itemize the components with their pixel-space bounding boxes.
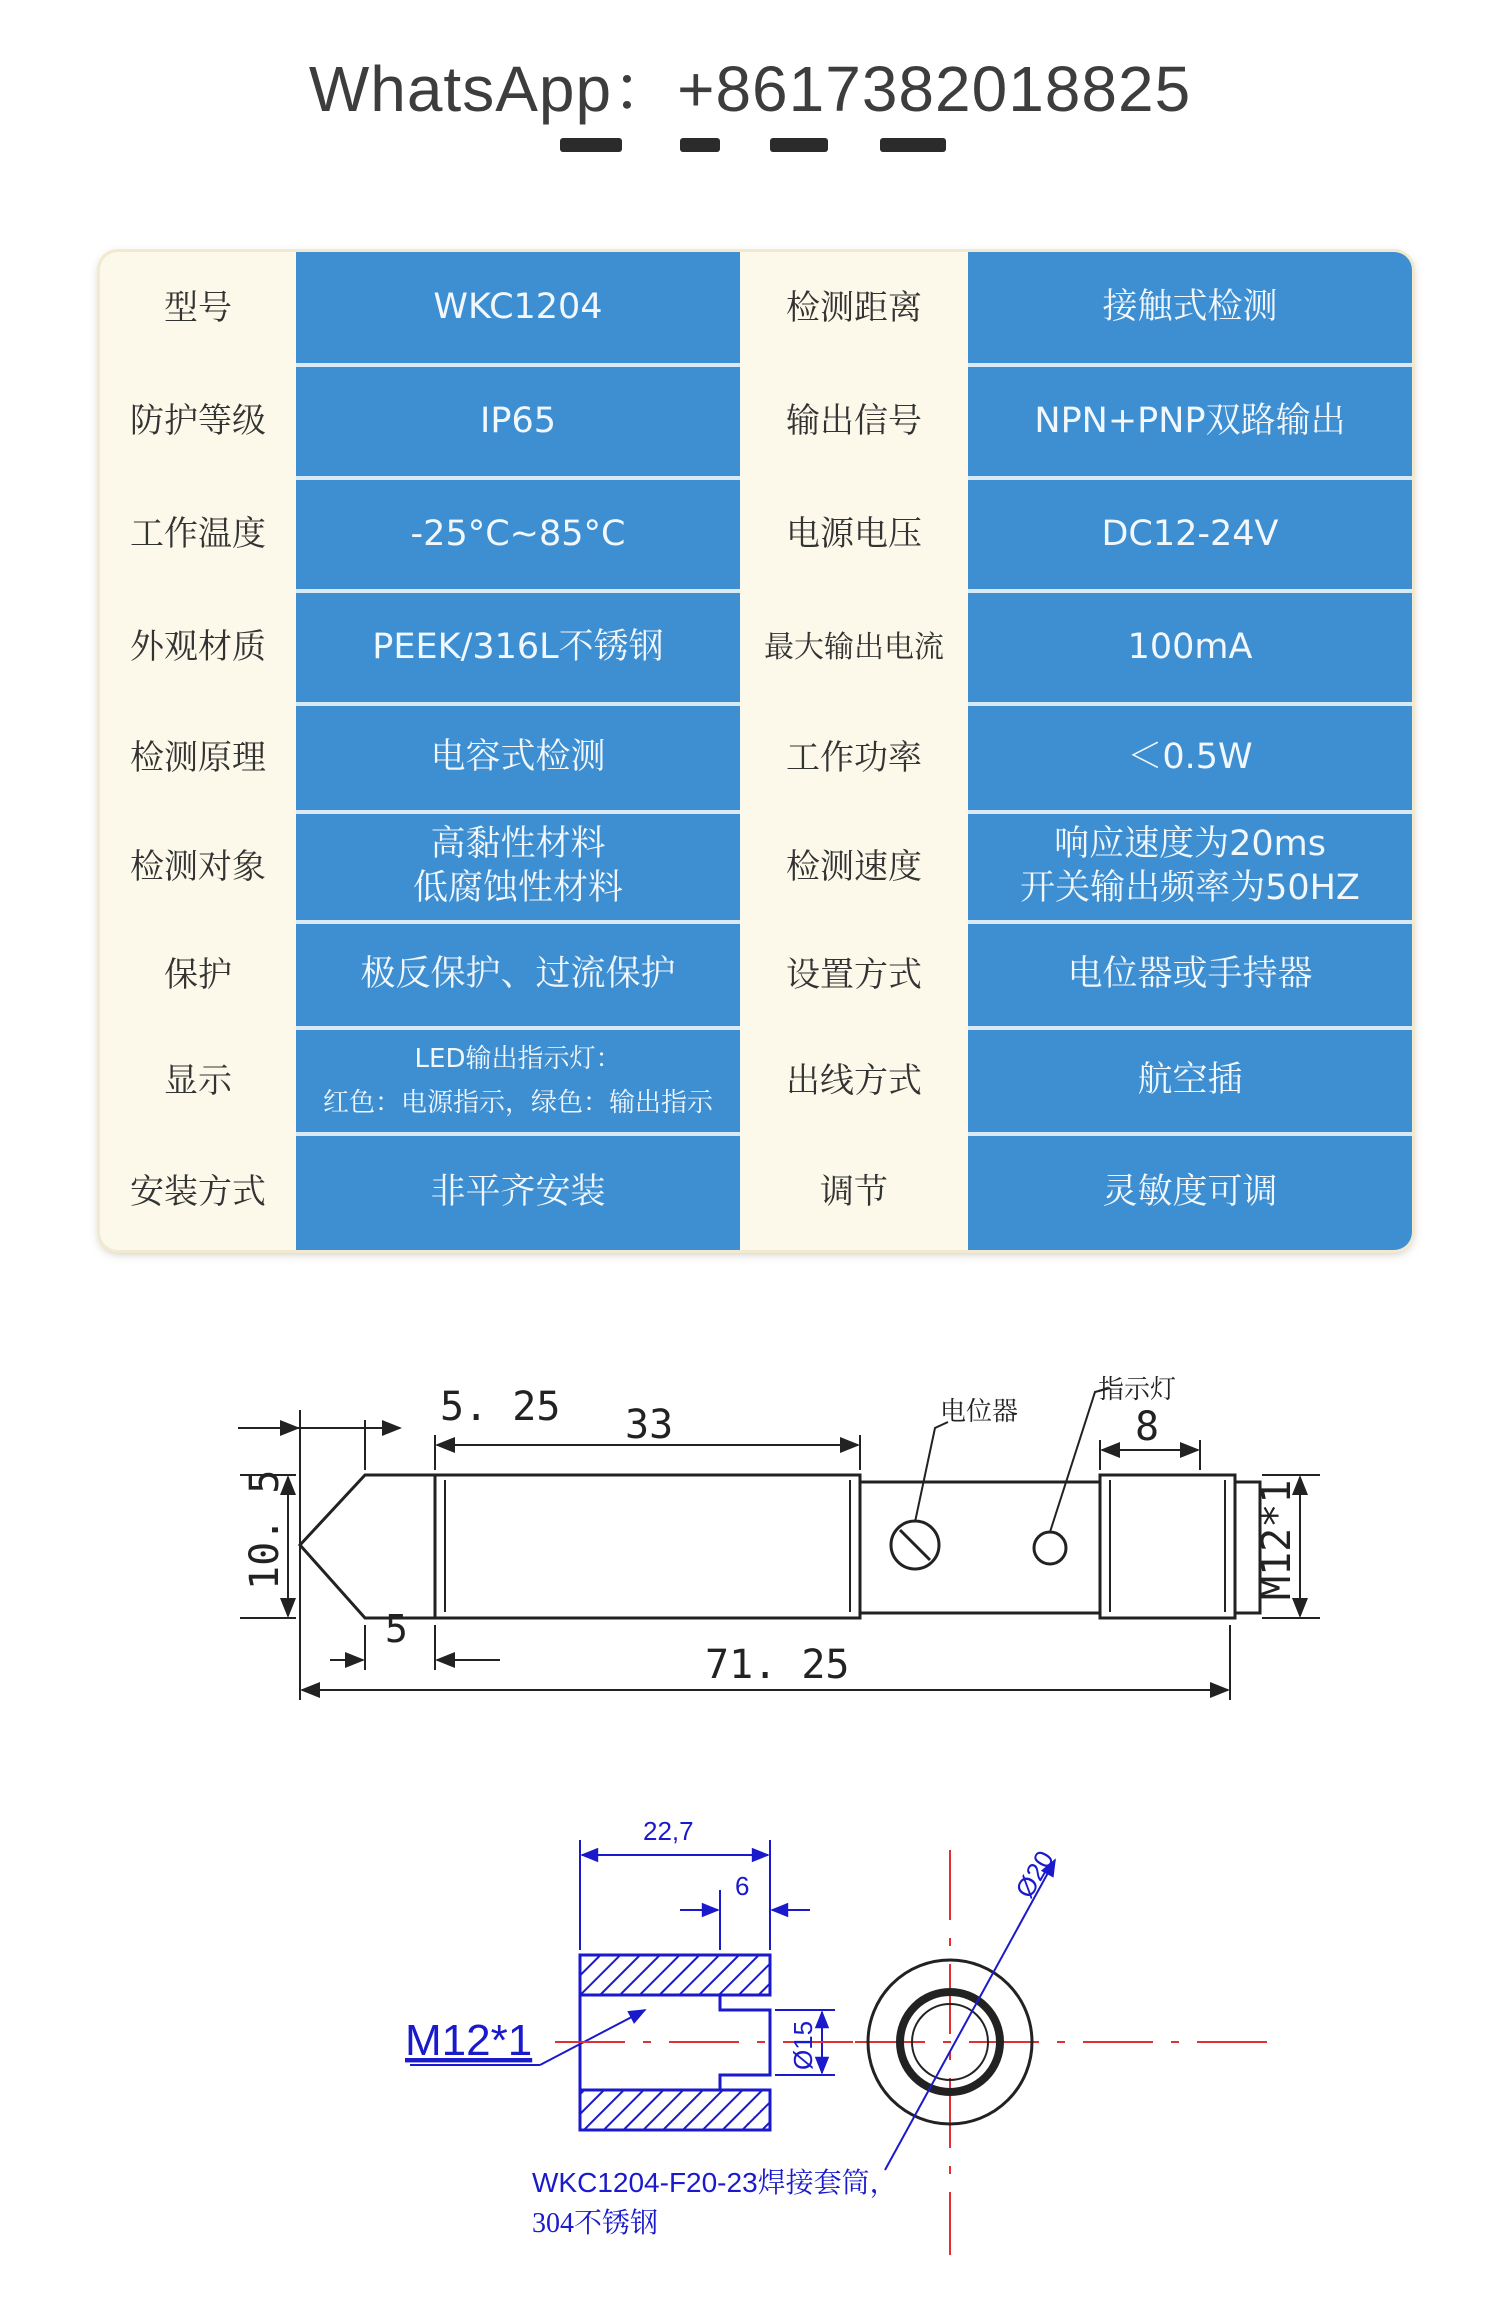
value-line: 高黏性材料 bbox=[430, 824, 606, 865]
spec-value: WKC1204 bbox=[296, 252, 740, 365]
dim-thread-spec: M12*1 bbox=[1254, 1479, 1300, 1600]
dim-step: 6 bbox=[735, 1871, 750, 1901]
value-line: LED输出指示灯： bbox=[414, 1043, 622, 1074]
spec-value: 接触式检测 bbox=[968, 252, 1412, 365]
spec-label: 输出信号 bbox=[740, 365, 968, 478]
spec-label: 检测对象 bbox=[100, 812, 296, 922]
caption-line: 304不锈钢 bbox=[532, 2208, 659, 2239]
dim-led-section: 8 bbox=[1135, 1404, 1160, 1450]
spec-value: -25°C~85°C bbox=[296, 478, 740, 591]
value-line: 低腐蚀性材料 bbox=[412, 868, 623, 908]
dim-cone: 5 bbox=[385, 1607, 408, 1651]
dim-total-length: 71. 25 bbox=[705, 1642, 850, 1688]
value-line: 红色：电源指示，绿色：输出指示 bbox=[322, 1088, 713, 1118]
spec-label: 最大输出电流 bbox=[740, 591, 968, 704]
spec-label: 显示 bbox=[100, 1028, 296, 1134]
thread-label: M12*1 bbox=[405, 2016, 533, 2065]
spec-label: 安装方式 bbox=[100, 1134, 296, 1250]
spec-label: 检测速度 bbox=[740, 812, 968, 922]
spec-label: 检测距离 bbox=[740, 252, 968, 365]
dim-outer-diameter: Ø20 bbox=[1009, 1845, 1060, 1903]
sleeve-dimension-drawing bbox=[0, 1760, 1500, 2320]
spec-value: 电位器或手持器 bbox=[968, 922, 1412, 1028]
spec-label: 外观材质 bbox=[100, 591, 296, 704]
spec-value: DC12-24V bbox=[968, 478, 1412, 591]
dim-thread-length: 33 bbox=[625, 1402, 674, 1448]
whatsapp-contact: WhatsApp：+8617382018825 bbox=[308, 53, 1192, 125]
spec-value: ＜0.5W bbox=[968, 704, 1412, 812]
value-line: 响应速度为20ms bbox=[1054, 824, 1326, 865]
spec-label: 型号 bbox=[100, 252, 296, 365]
spec-label: 保护 bbox=[100, 922, 296, 1028]
value-line: 开关输出频率为50HZ bbox=[1020, 868, 1360, 908]
spec-label: 调节 bbox=[740, 1134, 968, 1250]
sensor-dimension-text bbox=[242, 1384, 1300, 1688]
spec-value: IP65 bbox=[296, 365, 740, 478]
spec-label: 检测原理 bbox=[100, 704, 296, 812]
dim-diameter: 10. 5 bbox=[242, 1469, 288, 1590]
spec-value: NPN+PNP双路输出 bbox=[968, 365, 1412, 478]
spec-value: 非平齐安装 bbox=[296, 1134, 740, 1250]
spec-value: 灵敏度可调 bbox=[968, 1134, 1412, 1250]
spec-value: PEEK/316L不锈钢 bbox=[296, 591, 740, 704]
spec-label: 电源电压 bbox=[740, 478, 968, 591]
spec-label: 工作温度 bbox=[100, 478, 296, 591]
dim-inner-diameter: Ø15 bbox=[788, 2020, 818, 2070]
spec-value: 电容式检测 bbox=[296, 704, 740, 812]
spec-label: 工作功率 bbox=[740, 704, 968, 812]
spec-label: 防护等级 bbox=[100, 365, 296, 478]
spec-value: 100mA bbox=[968, 591, 1412, 704]
spec-label: 设置方式 bbox=[740, 922, 968, 1028]
indicator-label: 指示灯 bbox=[1098, 1375, 1177, 1405]
potentiometer-label: 电位器 bbox=[940, 1397, 1019, 1427]
spec-value: 极反保护、过流保护 bbox=[296, 922, 740, 1028]
dim-tip: 5. 25 bbox=[440, 1384, 561, 1430]
dim-length: 22,7 bbox=[643, 1816, 694, 1846]
spec-value: 航空插 bbox=[968, 1028, 1412, 1134]
caption-line: WKC1204-F20-23焊接套筒， bbox=[532, 2167, 898, 2198]
spec-label: 出线方式 bbox=[740, 1028, 968, 1134]
